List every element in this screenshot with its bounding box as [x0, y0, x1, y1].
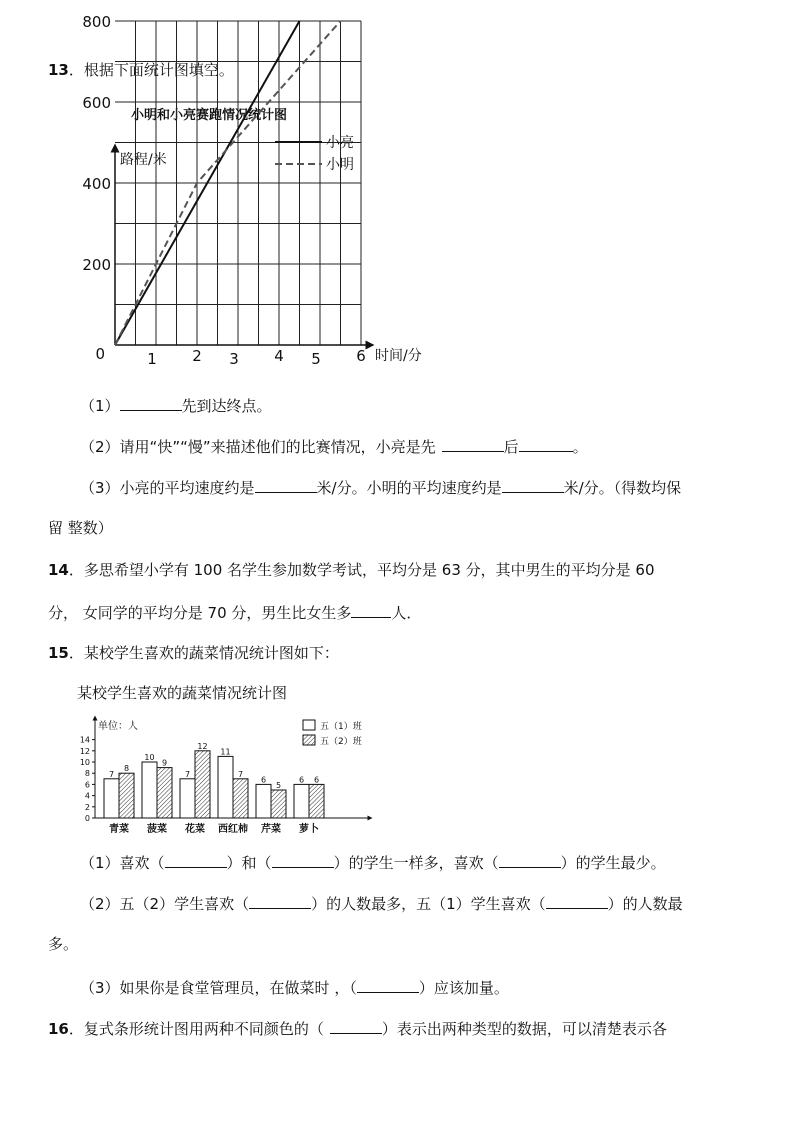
bar-chart-bars — [104, 742, 324, 835]
q15-sub1-c: ）的学生一样多，喜欢（ — [333, 854, 499, 872]
answer-blank[interactable] — [165, 851, 227, 868]
y-tick-label: 14 — [79, 735, 90, 745]
x-tick-label: 3 — [229, 350, 239, 368]
bar-value-label: 8 — [123, 764, 130, 774]
bar-五（2）班 — [309, 784, 324, 818]
y-tick-label: 400 — [82, 175, 111, 193]
y-tick-label: 10 — [79, 758, 90, 767]
legend-label: 五（1）班 — [320, 722, 362, 732]
bar-value-label: 7 — [184, 769, 191, 779]
legend-label: 五（2）班 — [320, 737, 362, 747]
bar-value-label: 5 — [275, 781, 282, 790]
y-tick-label: 200 — [82, 256, 111, 274]
q13-sub1-pre: （1） — [80, 397, 120, 415]
bar-value-label: 10 — [144, 753, 155, 762]
q15-sub3 — [80, 976, 509, 998]
q15-sub2-continued: 多。 — [48, 935, 79, 953]
q13-stem — [48, 60, 234, 80]
answer-blank[interactable] — [249, 892, 311, 909]
chart-title: 小明和小亮赛跑情况统计图 — [130, 108, 288, 123]
q14-continued — [48, 601, 421, 623]
q13-number: 13 — [48, 61, 69, 79]
bar-value-label: 6 — [260, 775, 267, 785]
answer-blank[interactable] — [442, 435, 504, 452]
q15-sub1-d: ）的学生最少。 — [560, 854, 666, 872]
q16-a: ．复式条形统计图用两种不同颜色的（ — [68, 1020, 324, 1038]
q15-sub1-b: ）和（ — [226, 854, 272, 872]
x-tick-label: 6 — [356, 347, 366, 365]
answer-blank[interactable] — [357, 976, 419, 993]
q14-cont-pre: 分， 女同学的平均分是 70 分，男生比女生多 — [48, 604, 352, 622]
bar-五（1）班 — [180, 779, 195, 818]
category-label: 芹菜 — [261, 824, 281, 835]
q16-stem — [48, 1017, 667, 1039]
x-axis-label: 时间/分 — [375, 348, 422, 364]
q15-stem — [48, 643, 339, 663]
category-label: 西红柿 — [218, 824, 248, 835]
q13-sub1-post: 先到达终点。 — [181, 397, 272, 415]
y-tick-label: 8 — [84, 769, 90, 779]
bar-value-label: 6 — [298, 775, 305, 785]
q15-sub2-c: ）的人数最 — [607, 895, 683, 913]
vegetable-bar-chart — [70, 710, 380, 835]
answer-blank[interactable] — [519, 435, 573, 452]
bar-五（1）班 — [218, 756, 233, 818]
q13-sub3-mid: 米/分。小明的平均速度约是 — [316, 479, 502, 497]
answer-blank[interactable] — [546, 892, 608, 909]
y-axis-label: 路程/米 — [120, 152, 167, 168]
origin-label: 0 — [95, 345, 105, 363]
q13-sub2-pre: （2）请用“快”“慢”来描述他们的比赛情况，小亮是先 — [80, 438, 436, 456]
x-tick-label: 1 — [147, 350, 157, 368]
bar-chart-title: 某校学生喜欢的蔬菜情况统计图 — [77, 684, 288, 702]
answer-blank[interactable] — [502, 476, 564, 493]
q15-sub3-b: ）应该加量。 — [418, 979, 509, 997]
category-label: 青菜 — [109, 824, 129, 835]
q15-sub2 — [80, 892, 683, 914]
bar-value-label: 7 — [237, 769, 244, 779]
bar-五（2）班 — [119, 773, 134, 818]
y-tick-label: 4 — [84, 791, 90, 801]
bar-chart-legend — [303, 720, 362, 747]
bar-五（1）班 — [104, 779, 119, 818]
category-label: 花菜 — [185, 824, 205, 835]
q16-number: 16 — [48, 1020, 69, 1038]
bar-五（2）班 — [195, 751, 210, 818]
q15-sub3-a: （3）如果你是食堂管理员，在做菜时 ，（ — [80, 979, 357, 997]
q13-sub3 — [80, 476, 681, 498]
q15-sub2-a: （2）五（2）学生喜欢（ — [80, 895, 250, 913]
q13-sub2-post: 。 — [572, 438, 588, 456]
q15-text: ．某校学生喜欢的蔬菜情况统计图如下： — [68, 644, 339, 662]
q15-sub1 — [80, 851, 666, 873]
legend-swatch — [303, 735, 315, 745]
q15-sub2-b: ）的人数最多，五（1）学生喜欢（ — [311, 895, 546, 913]
answer-blank[interactable] — [255, 476, 317, 493]
q13-sub3-continued: 留 整数） — [48, 519, 113, 537]
q14-number: 14 — [48, 561, 69, 579]
x-tick-label: 4 — [274, 347, 284, 365]
bar-value-label: 12 — [197, 741, 208, 751]
legend-label: 小亮 — [326, 135, 354, 151]
q15-number: 15 — [48, 644, 69, 662]
bar-五（2）班 — [233, 779, 248, 818]
bar-五（2）班 — [157, 768, 172, 818]
answer-blank[interactable] — [120, 394, 182, 411]
answer-blank[interactable] — [272, 851, 334, 868]
y-tick-label: 12 — [79, 746, 90, 756]
q14-cont-post: 人． — [391, 604, 422, 622]
x-tick-label: 2 — [192, 347, 202, 365]
q13-sub3-pre: （3）小亮的平均速度约是 — [80, 479, 255, 497]
q13-sub2 — [80, 435, 588, 457]
y-tick-label: 2 — [84, 802, 90, 812]
bar-value-label: 6 — [313, 775, 320, 785]
q13-sub1 — [80, 394, 272, 416]
bar-value-label: 11 — [220, 747, 231, 757]
legend-label: 小明 — [326, 157, 354, 173]
chart-legend — [275, 135, 354, 173]
y-tick-label: 800 — [82, 13, 111, 31]
category-label: 菠菜 — [147, 824, 167, 835]
bar-value-label: 9 — [161, 758, 168, 768]
q13-text: ．根据下面统计图填空。 — [68, 61, 234, 79]
bar-value-label: 7 — [108, 769, 115, 779]
q15-sub1-a: （1）喜欢（ — [80, 854, 165, 872]
q13-sub3-post: 米/分。（得数均保 — [563, 479, 682, 497]
answer-blank[interactable] — [330, 1017, 382, 1034]
y-tick-label: 6 — [84, 780, 90, 790]
category-label: 萝卜 — [299, 824, 319, 835]
y-tick-label: 600 — [82, 94, 111, 112]
bar-五（1）班 — [294, 784, 309, 818]
bar-chart-ticks — [80, 736, 95, 823]
q14-stem — [48, 560, 655, 580]
q13-sub2-mid: 后 — [503, 438, 519, 456]
bar-五（2）班 — [271, 790, 286, 818]
x-tick-label: 5 — [311, 350, 321, 368]
answer-blank[interactable] — [351, 601, 391, 618]
answer-blank[interactable] — [499, 851, 561, 868]
y-tick-label: 0 — [84, 814, 90, 823]
unit-label: 单位：人 — [98, 721, 138, 732]
q14-text: ．多思希望小学有 100 名学生参加数学考试，平均分是 63 分，其中男生的平均分是 60 — [68, 561, 655, 579]
q16-b: ）表示出两种类型的数据，可以清楚表示各 — [381, 1020, 667, 1038]
legend-swatch — [303, 720, 315, 730]
bar-五（1）班 — [142, 762, 157, 818]
chart-axes — [115, 148, 370, 345]
bar-五（1）班 — [256, 784, 271, 818]
